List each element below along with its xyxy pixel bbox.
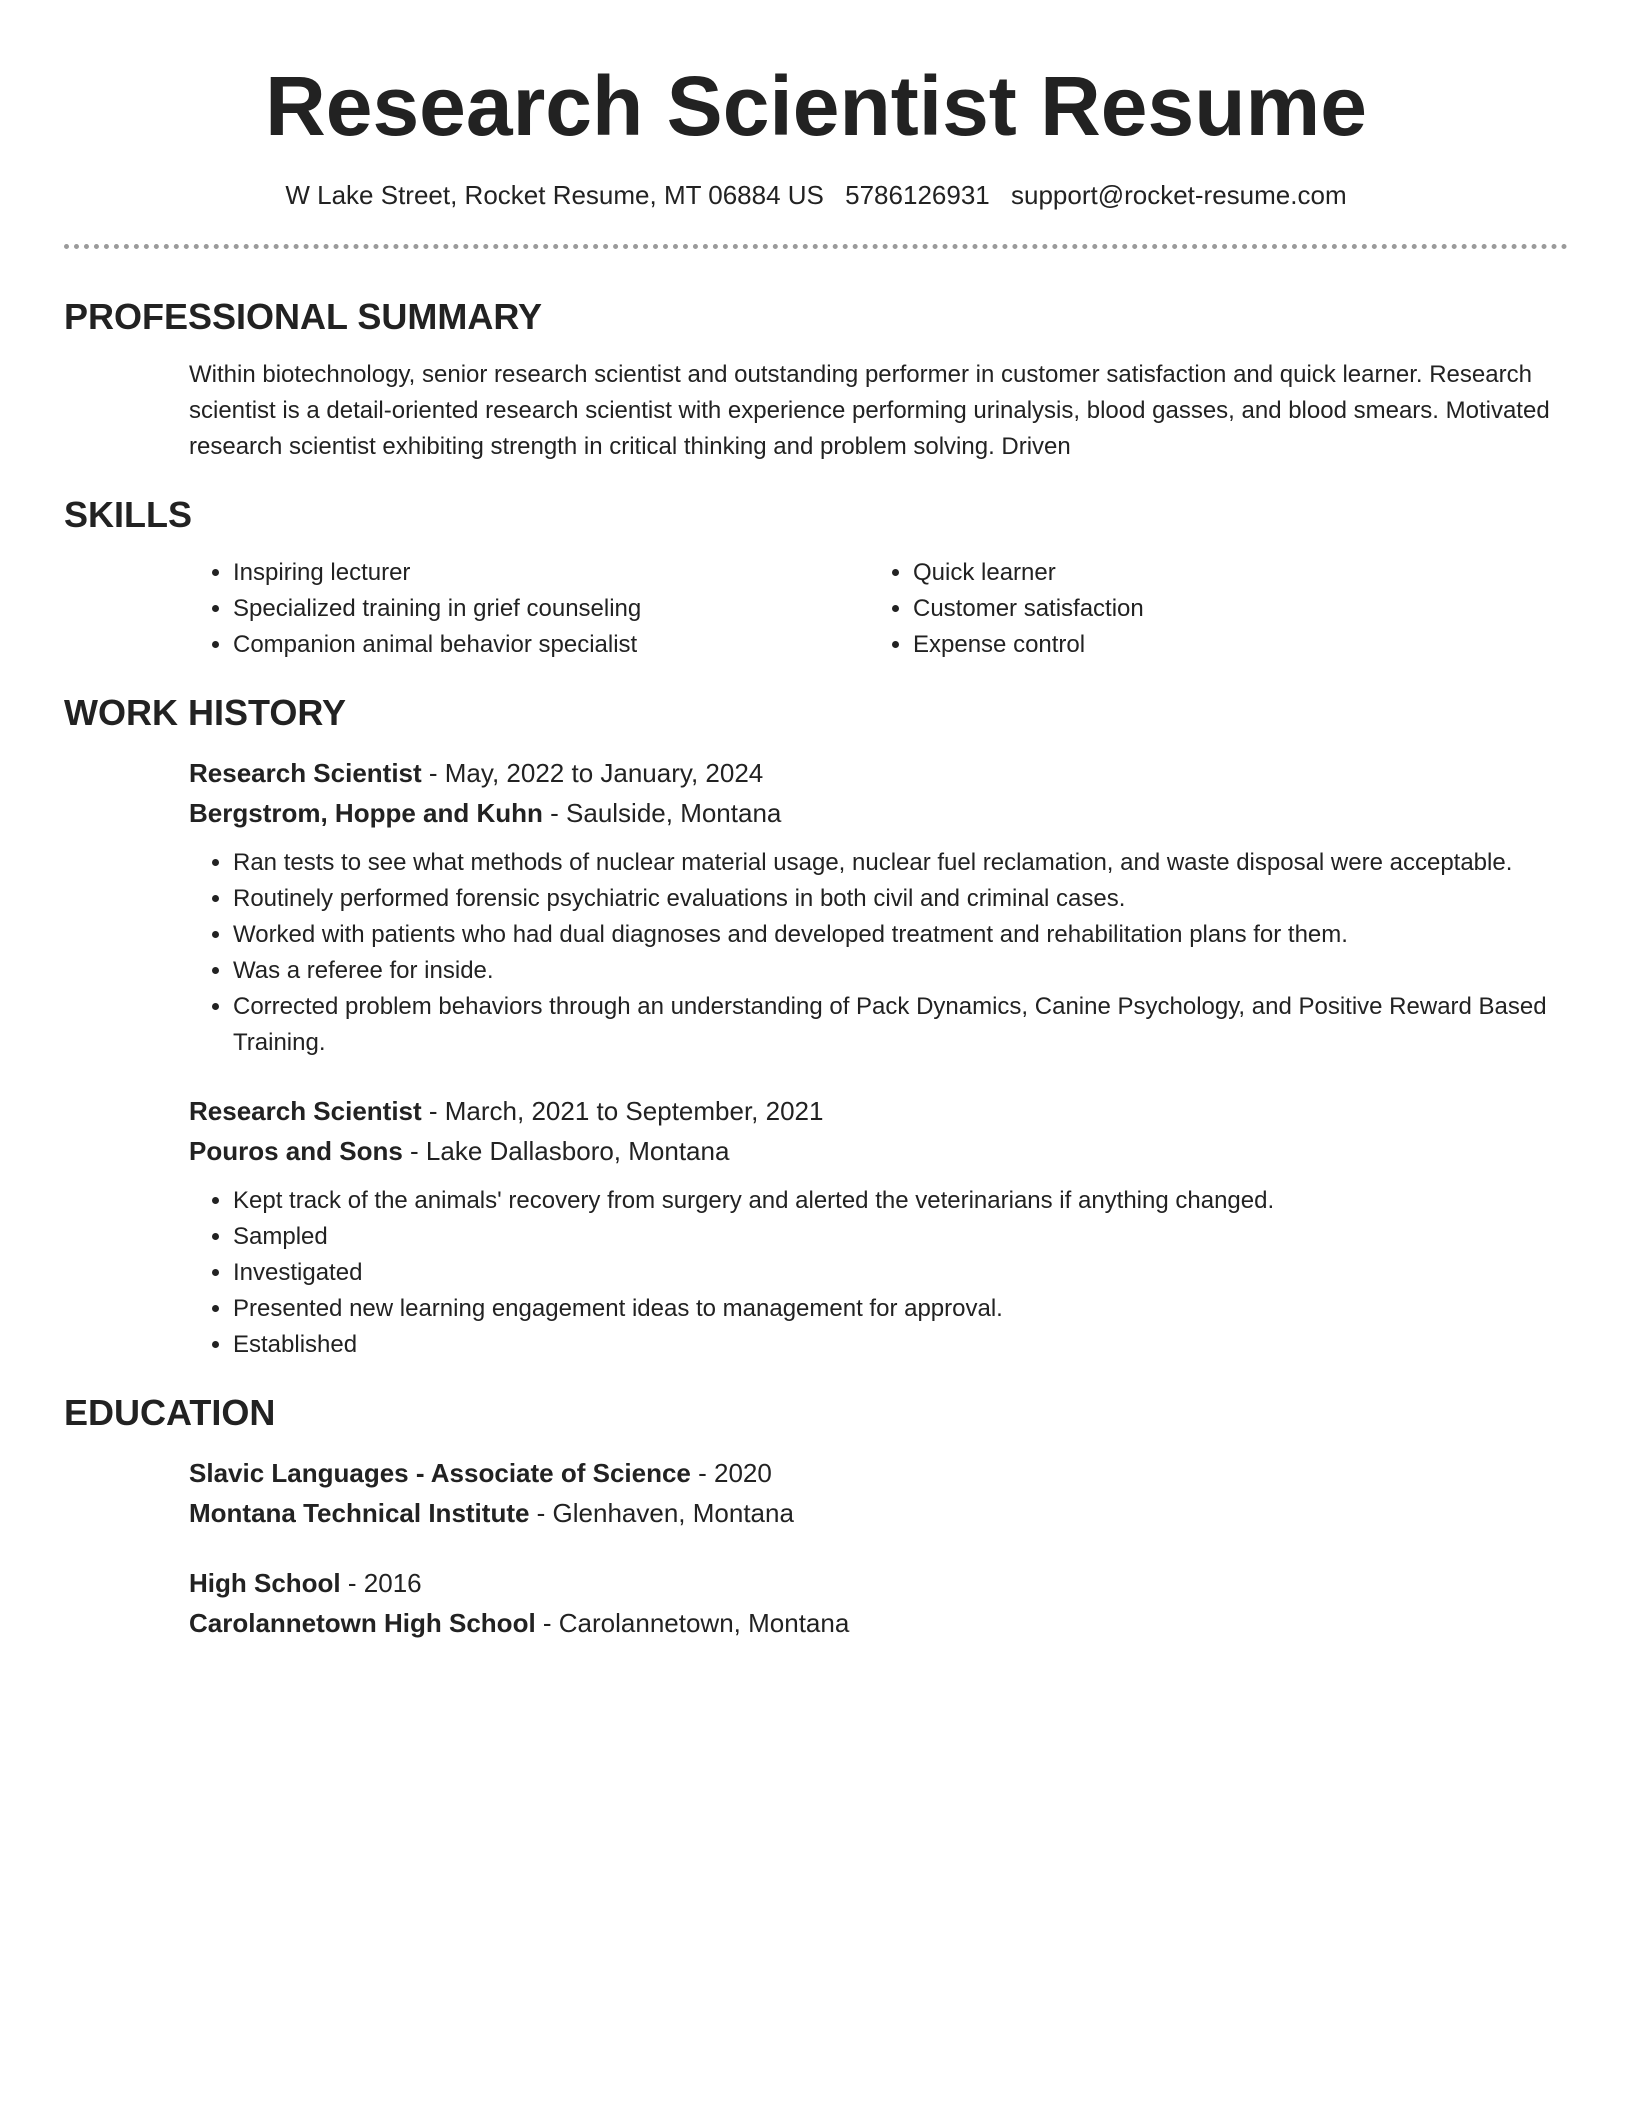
education-school: Montana Technical Institute: [189, 1498, 530, 1528]
summary-text: Within biotechnology, senior research scientist and outstanding performer in customer satisfaction and quick learner. Research scientist is a detail-oriented research scientist with experience performing urinalysis, blood gasses, and blood smears. Motivated research scientist exhibiting strength in critical thinking and problem solving. Driven: [189, 361, 1550, 460]
contact-address: W Lake Street, Rocket Resume, MT 06884 US: [285, 180, 824, 210]
skill-item: • Specialized training in grief counseling: [233, 591, 869, 627]
job-bullet: • Established: [233, 1327, 1568, 1363]
job-bullet: • Investigated: [233, 1255, 1568, 1291]
resume-title: Research Scientist Resume: [265, 59, 1367, 153]
job-company: Bergstrom, Hoppe and Kuhn: [189, 798, 543, 828]
work-history-heading: WORK HISTORY: [64, 692, 347, 733]
job-company: Pouros and Sons: [189, 1136, 403, 1166]
job-title: Research Scientist: [189, 1096, 422, 1126]
skill-item: • Customer satisfaction: [913, 591, 1549, 627]
job-entry: [189, 753, 1568, 1061]
job-title: Research Scientist: [189, 758, 422, 788]
skills-section: [64, 493, 1568, 663]
education-year: - 2020: [690, 1458, 772, 1488]
education-year: - 2016: [340, 1568, 422, 1598]
skill-item: • Inspiring lecturer: [233, 555, 869, 591]
contact-email: support@rocket-resume.com: [1010, 180, 1347, 210]
summary-heading: PROFESSIONAL SUMMARY: [64, 296, 543, 337]
job-bullet: • Corrected problem behaviors through an understanding of Pack Dynamics, Canine Psychology, and Positive Reward Based Training.: [233, 989, 1568, 1061]
job-bullet: • Was a referee for inside.: [233, 953, 1568, 989]
job-location: - Saulside, Montana: [542, 798, 782, 828]
education-entry: [189, 1563, 1568, 1643]
contact-line: [64, 178, 1568, 212]
education-entry: [189, 1453, 1568, 1533]
job-bullets: [189, 1183, 1568, 1363]
skills-list: [189, 555, 1568, 663]
job-bullet: • Routinely performed forensic psychiatric evaluations in both civil and criminal cases.: [233, 881, 1568, 917]
education-school-line: [189, 1603, 1568, 1643]
job-dates: - March, 2021 to September, 2021: [421, 1096, 824, 1126]
education-section: [64, 1391, 1568, 1643]
job-company-line: [189, 1131, 1568, 1171]
job-location: - Lake Dallasboro, Montana: [402, 1136, 730, 1166]
education-school: Carolannetown High School: [189, 1608, 536, 1638]
job-bullet: • Presented new learning engagement ideas to management for approval.: [233, 1291, 1568, 1327]
education-location: - Carolannetown, Montana: [535, 1608, 850, 1638]
education-degree: High School: [189, 1568, 341, 1598]
skills-column-left: [189, 555, 869, 663]
education-heading: EDUCATION: [64, 1392, 276, 1433]
job-entry: [189, 1091, 1568, 1363]
job-bullet: • Ran tests to see what methods of nuclear material usage, nuclear fuel reclamation, and waste disposal were acceptable.: [233, 845, 1568, 881]
job-bullets: [189, 845, 1568, 1061]
job-title-line: [189, 1091, 1568, 1131]
education-degree: Slavic Languages - Associate of Science: [189, 1458, 691, 1488]
header-divider: [64, 244, 1568, 249]
education-location: - Glenhaven, Montana: [529, 1498, 794, 1528]
skills-column-right: [869, 555, 1549, 663]
contact-phone: 5786126931: [845, 180, 990, 210]
education-degree-line: [189, 1453, 1568, 1493]
skill-item: • Companion animal behavior specialist: [233, 627, 869, 663]
job-company-line: [189, 793, 1568, 833]
work-history-section: [64, 691, 1568, 1363]
education-degree-line: [189, 1563, 1568, 1603]
job-bullet: • Kept track of the animals' recovery from surgery and alerted the veterinarians if anything changed.: [233, 1183, 1568, 1219]
summary-section: [64, 295, 1568, 465]
education-school-line: [189, 1493, 1568, 1533]
resume-header: [64, 0, 1568, 212]
job-bullet: • Worked with patients who had dual diagnoses and developed treatment and rehabilitation plans for them.: [233, 917, 1568, 953]
job-bullet: • Sampled: [233, 1219, 1568, 1255]
skills-heading: SKILLS: [64, 494, 193, 535]
skill-item: • Expense control: [913, 627, 1549, 663]
skill-item: • Quick learner: [913, 555, 1549, 591]
job-title-line: [189, 753, 1568, 793]
job-dates: - May, 2022 to January, 2024: [421, 758, 764, 788]
